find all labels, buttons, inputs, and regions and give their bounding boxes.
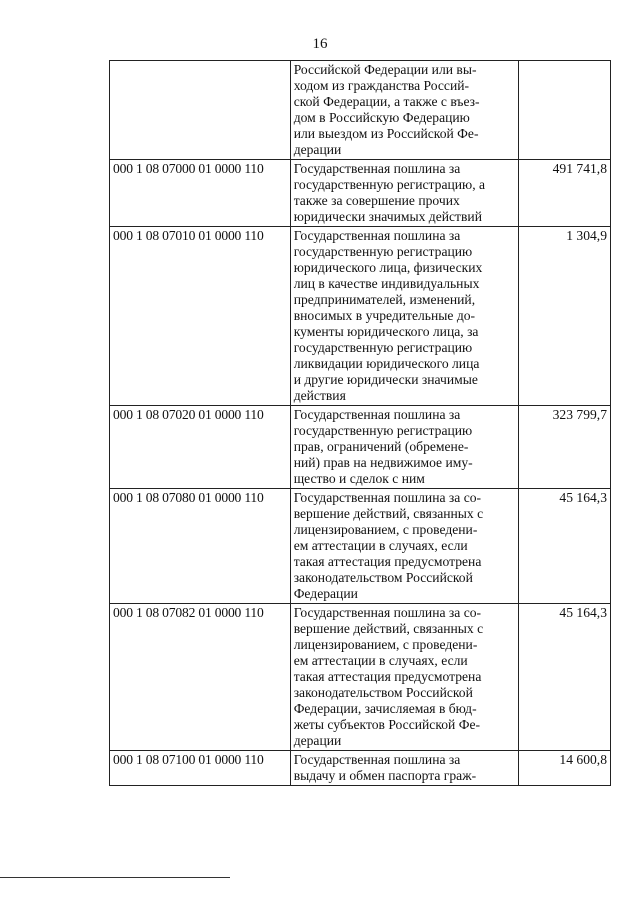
- budget-code-cell: 000 1 08 07020 01 0000 110: [110, 406, 291, 489]
- revenue-name-cell: Государственная пошлина за государственную регистрацию юридического лица, физических лиц в качестве индивидуальных предпринимателей, изменений, вносимых в учредительные до- кументы юридического лица, за государственную регистрацию ликвидации юридического лица и другие юридически значимые действия: [290, 227, 518, 406]
- table-row: [110, 406, 611, 489]
- table-row: [110, 160, 611, 227]
- footnote-divider: [0, 877, 230, 878]
- table-row: [110, 227, 611, 406]
- budget-table: [109, 60, 611, 786]
- table-row: [110, 604, 611, 751]
- budget-code-cell: [110, 61, 291, 160]
- table-row: [110, 61, 611, 160]
- table-row: [110, 751, 611, 786]
- budget-code-cell: 000 1 08 07080 01 0000 110: [110, 489, 291, 604]
- revenue-name-cell: Государственная пошлина за государственную регистрацию прав, ограничений (обремене- ний) прав на недвижимое иму- щество и сделок с ним: [290, 406, 518, 489]
- page-number: 16: [312, 36, 328, 52]
- amount-cell: [518, 61, 610, 160]
- revenue-name-cell: Государственная пошлина за выдачу и обмен паспорта граж-: [290, 751, 518, 786]
- budget-code-cell: 000 1 08 07082 01 0000 110: [110, 604, 291, 751]
- revenue-name-cell: Государственная пошлина за со- вершение действий, связанных с лицензированием, с проведени- ем аттестации в случаях, если такая аттестация предусмотрена законодательством Российской Федерации: [290, 489, 518, 604]
- amount-cell: 1 304,9: [518, 227, 610, 406]
- revenue-name-cell: Российской Федерации или вы- ходом из гражданства Россий- ской Федерации, а также с въез- дом в Российскую Федерацию или выездом из Российской Фе- дерации: [290, 61, 518, 160]
- budget-code-cell: 000 1 08 07010 01 0000 110: [110, 227, 291, 406]
- amount-cell: 491 741,8: [518, 160, 610, 227]
- amount-cell: 323 799,7: [518, 406, 610, 489]
- amount-cell: 14 600,8: [518, 751, 610, 786]
- revenue-name-cell: Государственная пошлина за со- вершение действий, связанных с лицензированием, с проведени- ем аттестации в случаях, если такая аттестация предусмотрена законодательством Российской Федерации, зачисляемая в бюд- жеты субъектов Российской Фе- дерации: [290, 604, 518, 751]
- amount-cell: 45 164,3: [518, 604, 610, 751]
- amount-cell: 45 164,3: [518, 489, 610, 604]
- revenue-name-cell: Государственная пошлина за государственную регистрацию, а также за совершение прочих юридически значимых действий: [290, 160, 518, 227]
- table-body: [110, 61, 611, 786]
- budget-code-cell: 000 1 08 07000 01 0000 110: [110, 160, 291, 227]
- budget-code-cell: 000 1 08 07100 01 0000 110: [110, 751, 291, 786]
- table-row: [110, 489, 611, 604]
